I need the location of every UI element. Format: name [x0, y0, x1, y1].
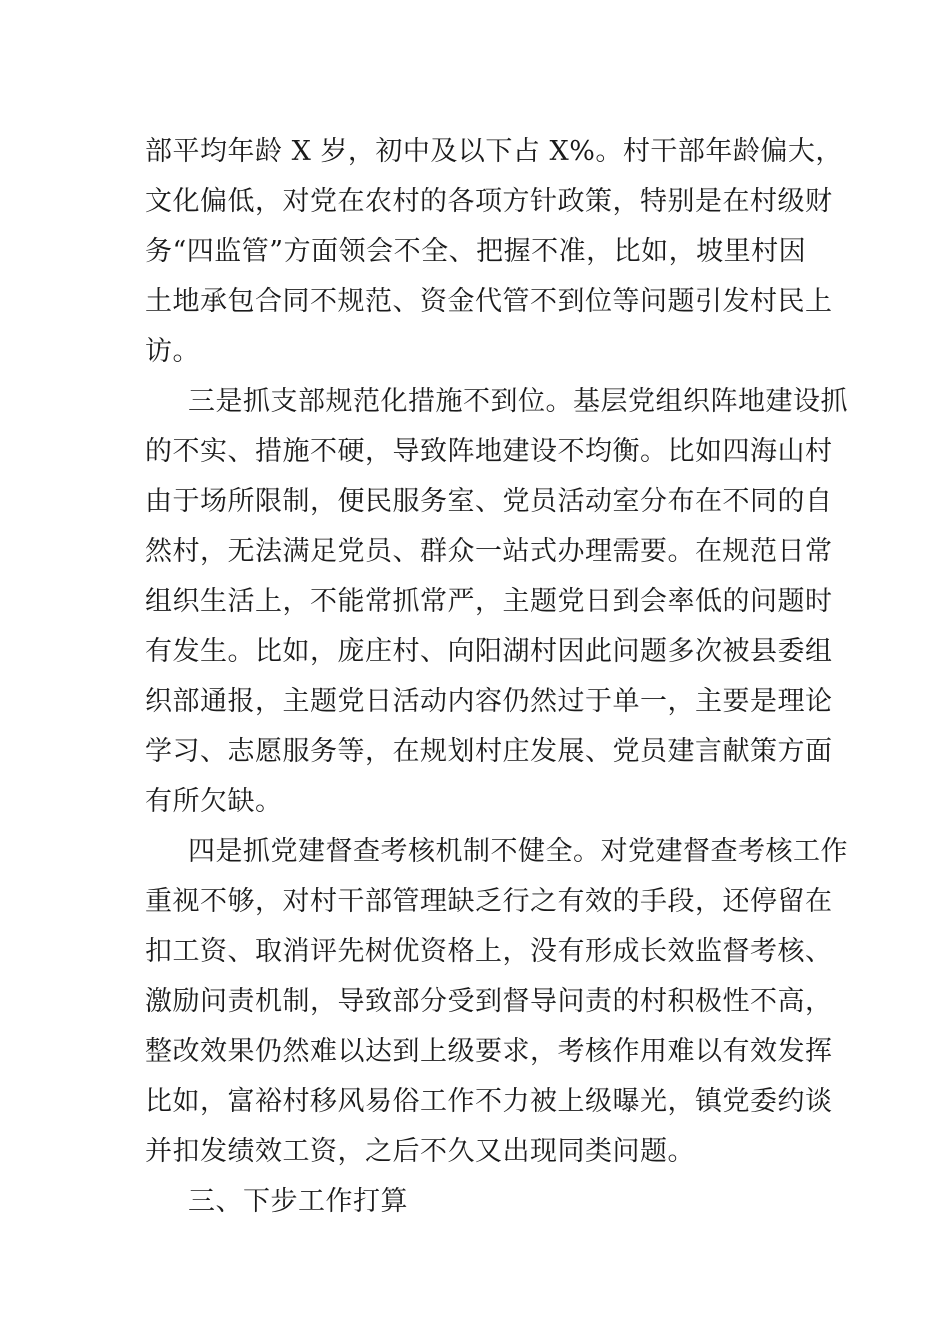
- paragraph-3-line-2: 重视不够，对村干部管理缺乏行之有效的手段，还停留在: [145, 886, 833, 917]
- paragraph-2-line-4: 然村，无法满足党员、群众一站式办理需要。在规范日常: [145, 536, 833, 567]
- paragraph-2-line-1: 三是抓支部规范化措施不到位。基层党组织阵地建设抓: [188, 386, 848, 417]
- paragraph-1-line-1: 部平均年龄 X 岁，初中及以下占 X%。村干部年龄偏大，: [145, 136, 843, 167]
- paragraph-3-line-3: 扣工资、取消评先树优资格上，没有形成长效监督考核、: [145, 936, 833, 967]
- paragraph-2-line-3: 由于场所限制，便民服务室、党员活动室分布在不同的自: [145, 486, 833, 517]
- paragraph-1-line-2: 文化偏低，对党在农村的各项方针政策，特别是在村级财: [145, 186, 833, 217]
- paragraph-2-line-2: 的不实、措施不硬，导致阵地建设不均衡。比如四海山村: [145, 436, 833, 467]
- paragraph-2-line-6: 有发生。比如，庞庄村、向阳湖村因此问题多次被县委组: [145, 636, 833, 667]
- paragraph-2-line-5: 组织生活上，不能常抓常严，主题党日到会率低的问题时: [145, 586, 833, 617]
- paragraph-2-line-9: 有所欠缺。: [145, 786, 283, 817]
- paragraph-3-line-5: 整改效果仍然难以达到上级要求，考核作用难以有效发挥: [145, 1036, 833, 1067]
- paragraph-3-line-1: 四是抓党建督查考核机制不健全。对党建督查考核工作: [188, 836, 848, 867]
- section-heading: 三、下步工作打算: [188, 1186, 408, 1217]
- paragraph-1-line-3: 务“四监管”方面领会不全、把握不准，比如，坡里村因: [145, 236, 807, 267]
- paragraph-2-line-7: 织部通报，主题党日活动内容仍然过于单一，主要是理论: [145, 686, 833, 717]
- paragraph-3-line-7: 并扣发绩效工资，之后不久又出现同类问题。: [145, 1136, 695, 1167]
- paragraph-3-line-6: 比如，富裕村移风易俗工作不力被上级曝光，镇党委约谈: [145, 1086, 833, 1117]
- paragraph-1-line-5: 访。: [145, 336, 200, 367]
- paragraph-3-line-4: 激励问责机制，导致部分受到督导问责的村积极性不高，: [145, 986, 833, 1017]
- paragraph-2-line-8: 学习、志愿服务等，在规划村庄发展、党员建言献策方面: [145, 736, 833, 767]
- paragraph-1-line-4: 土地承包合同不规范、资金代管不到位等问题引发村民上: [145, 286, 833, 317]
